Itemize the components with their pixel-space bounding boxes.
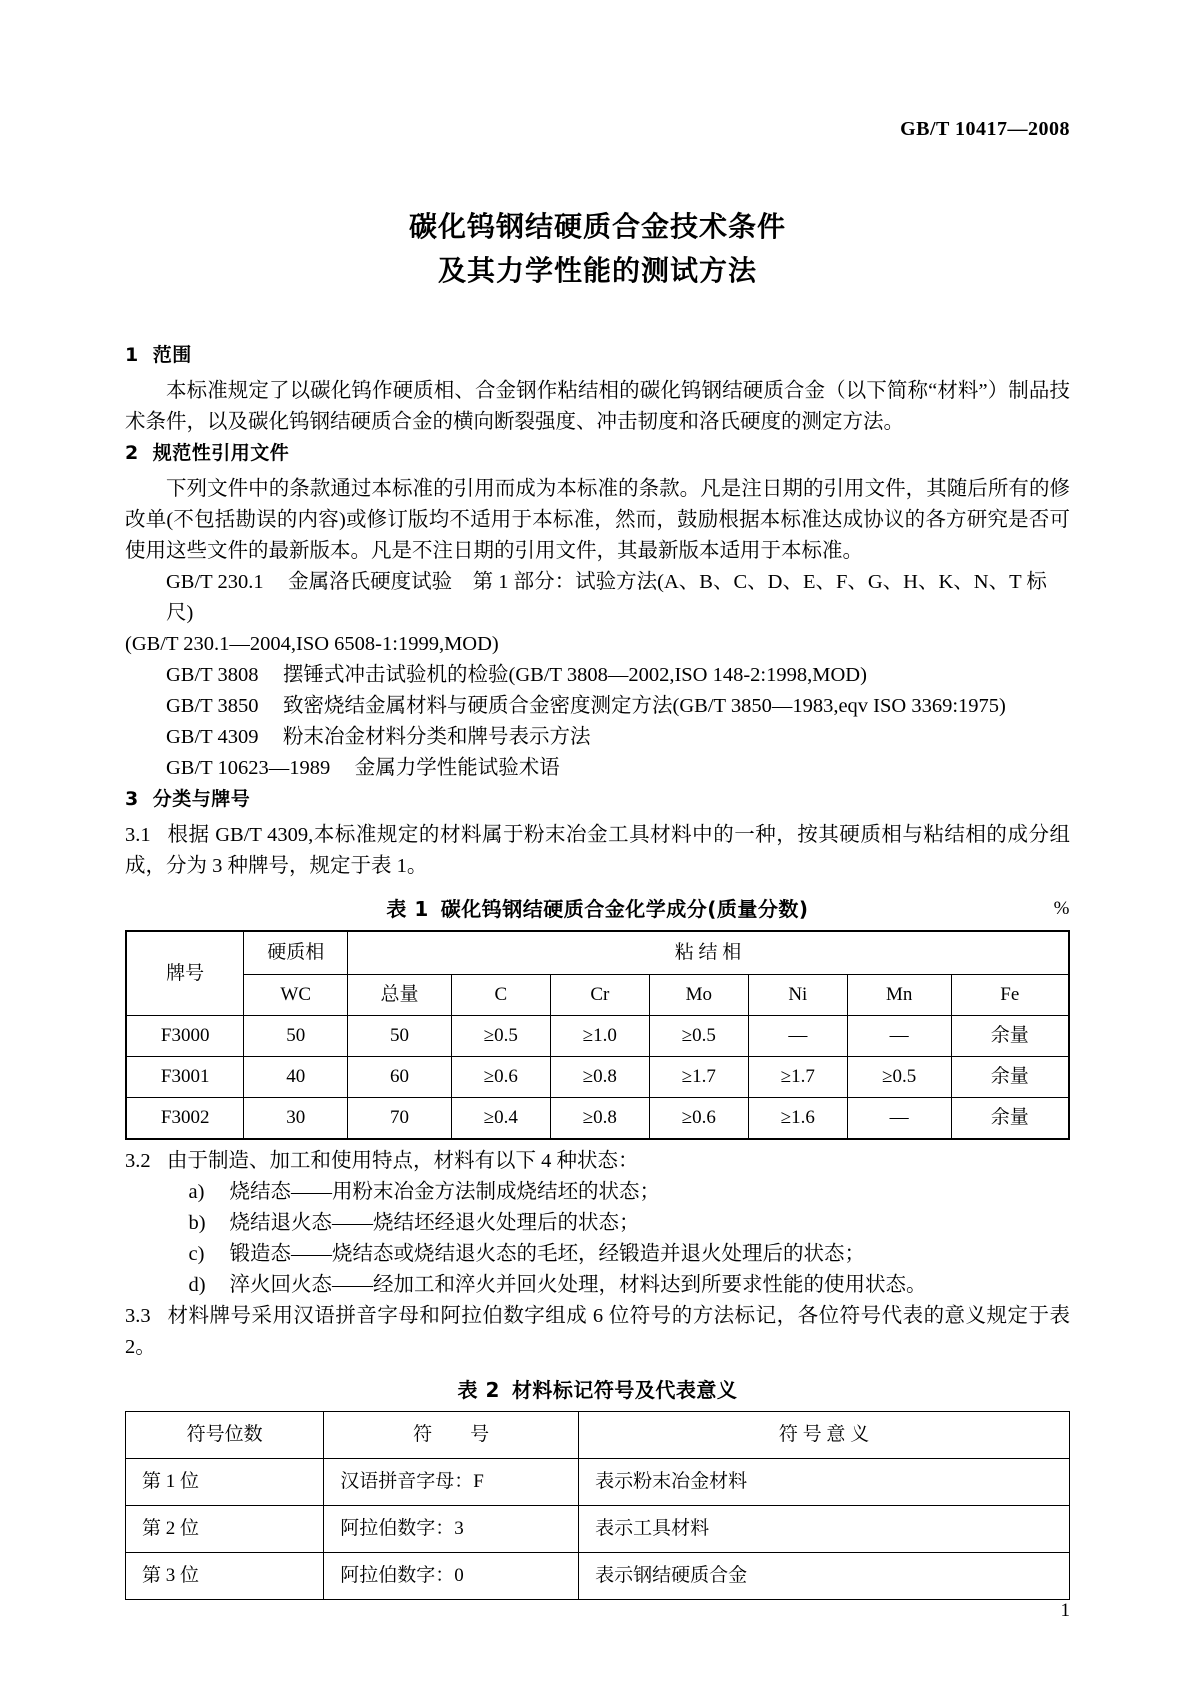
table-row <box>126 1553 1070 1600</box>
table-1-cell-ni: ≥1.7 <box>748 1057 847 1098</box>
reference-id: GB/T 3850 <box>166 695 259 717</box>
table-1-cell-mn: ≥0.5 <box>847 1057 951 1098</box>
table-1-caption-title: 碳化钨钢结硬质合金化学成分(质量分数) <box>440 897 809 921</box>
list-item-text: 淬火回火态——经加工和淬火并回火处理，材料达到所要求性能的使用状态。 <box>229 1274 927 1296</box>
table-1-cell-fe: 余量 <box>951 1098 1069 1140</box>
section-title-2: 规范性引用文件 <box>152 442 290 464</box>
list-item-marker: b) <box>188 1212 206 1234</box>
document-title-line-2: 及其力学性能的测试方法 <box>437 254 757 287</box>
reference-text: 致密烧结金属材料与硬质合金密度测定方法(GB/T 3850—1983,eqv ISO 3369:1975) <box>283 695 1006 717</box>
reference-item <box>125 753 1070 784</box>
table-2-header-meaning: 符 号 意 义 <box>579 1412 1070 1459</box>
table-1-cell-cr: ≥0.8 <box>550 1057 649 1098</box>
clause-3-2 <box>125 1146 1070 1177</box>
table-1-cell-ni: — <box>748 1016 847 1057</box>
table-1-col-fe: Fe <box>951 975 1069 1016</box>
section-title-3: 分类与牌号 <box>152 788 251 810</box>
document-title-line-1: 碳化钨钢结硬质合金技术条件 <box>408 210 786 243</box>
table-1-col-total: 总量 <box>348 975 452 1016</box>
reference-id: GB/T 3808 <box>166 664 259 686</box>
list-item-marker: d) <box>188 1274 206 1296</box>
section-number-1: 1 <box>125 344 139 366</box>
table-1-cell-cr: ≥0.8 <box>550 1098 649 1140</box>
section-heading-2 <box>125 438 1070 468</box>
document-title <box>125 205 1070 293</box>
section-number-2: 2 <box>125 442 139 464</box>
table-row <box>126 1459 1070 1506</box>
table-2-symbol-meaning <box>125 1411 1070 1600</box>
table-2-caption <box>125 1375 1070 1405</box>
clause-3-2-number: 3.2 <box>125 1150 151 1172</box>
table-1-cell-cr: ≥1.0 <box>550 1016 649 1057</box>
table-row <box>126 1057 1069 1098</box>
list-item-text: 烧结态——用粉末冶金方法制成烧结坯的状态； <box>229 1181 661 1203</box>
table-1-cell-c: ≥0.6 <box>451 1057 550 1098</box>
table-1-header-binder-phase: 粘 结 相 <box>348 931 1069 975</box>
table-1-cell-wc: 40 <box>244 1057 348 1098</box>
document-body <box>125 340 1070 1600</box>
list-item <box>125 1208 1070 1239</box>
reference-id: GB/T 10623—1989 <box>166 757 331 779</box>
table-1-cell-grade: F3002 <box>126 1098 244 1140</box>
list-item-text: 锻造态——烧结态或烧结退火态的毛坯，经锻造并退火处理后的状态； <box>229 1243 866 1265</box>
section-heading-1 <box>125 340 1070 370</box>
reference-item <box>125 660 1070 691</box>
list-item-text: 烧结退火态——烧结坯经退火处理后的状态； <box>229 1212 640 1234</box>
table-2-cell-meaning: 表示工具材料 <box>579 1506 1070 1553</box>
table-2-cell-position: 第 3 位 <box>126 1553 324 1600</box>
table-1-unit: % <box>1053 898 1070 919</box>
reference-text: 金属洛氏硬度试验 第 1 部分：试验方法(A、B、C、D、E、F、G、H、K、N、T 标尺) <box>166 571 1047 624</box>
table-2-cell-meaning: 表示粉末冶金材料 <box>579 1459 1070 1506</box>
reference-id: GB/T 4309 <box>166 726 259 748</box>
table-1-col-ni: Ni <box>748 975 847 1016</box>
table-1-cell-mo: ≥0.5 <box>649 1016 748 1057</box>
table-1-cell-total: 60 <box>348 1057 452 1098</box>
section-1-paragraph: 本标准规定了以碳化钨作硬质相、合金钢作粘结相的碳化钨钢结硬质合金（以下简称“材料”）制品技术条件，以及碳化钨钢结硬质合金的横向断裂强度、冲击韧度和洛氏硬度的测定方法。 <box>125 380 1070 433</box>
table-2-header-position: 符号位数 <box>126 1412 324 1459</box>
table-2-header-symbol: 符 号 <box>324 1412 579 1459</box>
table-1-col-cr: Cr <box>550 975 649 1016</box>
table-1-cell-mo: ≥1.7 <box>649 1057 748 1098</box>
list-item <box>125 1177 1070 1208</box>
table-1-caption-number: 表 1 <box>386 897 429 921</box>
table-1-cell-fe: 余量 <box>951 1057 1069 1098</box>
table-1-cell-total: 70 <box>348 1098 452 1140</box>
list-item-marker: c) <box>188 1243 205 1265</box>
table-1-caption <box>125 894 1070 924</box>
table-2-cell-position: 第 2 位 <box>126 1506 324 1553</box>
table-row <box>126 1412 1070 1459</box>
document-page: GB/T 10417—2008 碳化钨钢结硬质合金技术条件 及其力学性能的测试方法 1 范围 本标准规定了以碳化钨作硬质相、合金钢作粘结相的碳化钨钢结硬质合金（以下简称“材料”）制品技术条件，以及碳化钨钢结硬质合金的横向断裂强度、冲击韧度和洛氏硬度的测定方法。 2 规范性引用文件 下列文件中的条款通过本标准的引用而成为本标准的条款。凡是注日期的引用文件，其随后所有的修改单(不包括勘误的内容)或修订版均不适用于本标准，然而，鼓励根据本标准达成协议的各方研究是否可使用这些文件的最新版本。凡是不注日期的引用文件，其最新版本适用于本标准。 GB/T 230.1 金属洛氏硬度试验 第 1 部分：试验方法(A、B、C、D、E、F、G、H、K、N、T 标尺) (GB/T 230.1—2004,ISO 6508-1:1999,MOD) GB/T 3808 摆锤式冲击试验机的检验(GB/T 3808—2002,ISO 148-2:1998,MOD) GB/T 3850 致密烧结金属材料与硬质合金密度测定方法(GB/T 3850—1983,eqv ISO 3369:1975) GB/T 4309 粉末冶金材料分类和牌号表示方法 GB/T 10623—1989 金属力学性能试验术语 3 分类与牌号 3.1 根据 GB/T 4309,本标准规定的材料属于粉末冶金工具材料中的一种，按其硬质相与粘结相的成分组成，分为 3 种牌号，规定于表 1。 表 1 碳化钨钢结硬质合金化学成分(质量分数) % 牌号 硬质相 粘 结 相 WC 总量 C Cr Mo Ni Mn Fe F3000 50 50 ≥0.5 ≥1.0 ≥0.5 — — 余量 F3001 40 60 ≥0.6 ≥0.8 ≥1.7 ≥1.7 ≥0.5 余量 F3002 30 70 ≥0.4 ≥0.8 ≥0.6 ≥1.6 — 余量 3.2 由于制造、加工和使用特点，材料有以下 4 种状态： a) 烧结态——用粉末冶金方法制成烧结坯的状态； b) 烧结退火态——烧结坯经退火处理后的状态； c) 锻造态——烧结态或烧结退火态的毛坯，经锻造并退火处理后的状态； d) 淬火回火态——经加工和淬火并回火处理，材料达到所要求性能的使用状态。 3.3 材料牌号采用汉语拼音字母和阿拉伯数字组成 6 位符号的方法标记，各位符号代表的意义规定于表 2。 表 2 材料标记符号及代表意义 符号位数 符 号 符 号 意 义 第 1 位 汉语拼音字母：F 表示粉末冶金材料 第 2 位 阿拉伯数字：3 表示工具材料 第 3 位 阿拉伯数字：0 表示钢结硬质合金 1 <box>0 0 1191 1684</box>
table-1-col-c: C <box>451 975 550 1016</box>
table-row <box>126 931 1069 975</box>
table-2-caption-number: 表 2 <box>457 1378 500 1402</box>
clause-3-3-text: 材料牌号采用汉语拼音字母和阿拉伯数字组成 6 位符号的方法标记，各位符号代表的意义规定于表 2。 <box>125 1305 1070 1358</box>
section-title-1: 范围 <box>152 344 192 366</box>
table-2-cell-position: 第 1 位 <box>126 1459 324 1506</box>
table-1-cell-ni: ≥1.6 <box>748 1098 847 1140</box>
table-row <box>126 1098 1069 1140</box>
standard-number: GB/T 10417—2008 <box>900 118 1070 140</box>
table-1-cell-mn: — <box>847 1098 951 1140</box>
table-1-col-wc: WC <box>244 975 348 1016</box>
table-1-cell-c: ≥0.4 <box>451 1098 550 1140</box>
table-1-header-grade: 牌号 <box>126 931 244 1016</box>
reference-item <box>125 691 1070 722</box>
table-2-cell-symbol: 汉语拼音字母：F <box>324 1459 579 1506</box>
clause-3-3 <box>125 1301 1070 1363</box>
table-2-caption-title: 材料标记符号及代表意义 <box>511 1378 738 1402</box>
table-1-cell-mn: — <box>847 1016 951 1057</box>
reference-item <box>125 722 1070 753</box>
table-1-cell-wc: 30 <box>244 1098 348 1140</box>
section-2-paragraph: 下列文件中的条款通过本标准的引用而成为本标准的条款。凡是注日期的引用文件，其随后所有的修改单(不包括勘误的内容)或修订版均不适用于本标准，然而，鼓励根据本标准达成协议的各方研究是否可使用这些文件的最新版本。凡是不注日期的引用文件，其最新版本适用于本标准。 <box>125 478 1070 562</box>
table-1-cell-grade: F3000 <box>126 1016 244 1057</box>
clause-3-1-number: 3.1 <box>125 824 151 846</box>
clause-3-3-number: 3.3 <box>125 1305 151 1327</box>
table-1-cell-grade: F3001 <box>126 1057 244 1098</box>
reference-text: 摆锤式冲击试验机的检验(GB/T 3808—2002,ISO 148-2:1998,MOD) <box>283 664 867 686</box>
section-heading-3 <box>125 784 1070 814</box>
reference-continuation: (GB/T 230.1—2004,ISO 6508-1:1999,MOD) <box>125 633 499 655</box>
table-2-cell-symbol: 阿拉伯数字：3 <box>324 1506 579 1553</box>
list-item <box>125 1270 1070 1301</box>
table-1-cell-fe: 余量 <box>951 1016 1069 1057</box>
table-2-cell-symbol: 阿拉伯数字：0 <box>324 1553 579 1600</box>
table-1-cell-mo: ≥0.6 <box>649 1098 748 1140</box>
table-row <box>126 1506 1070 1553</box>
table-row <box>126 1016 1069 1057</box>
table-2-cell-meaning: 表示钢结硬质合金 <box>579 1553 1070 1600</box>
section-number-3: 3 <box>125 788 139 810</box>
reference-text: 金属力学性能试验术语 <box>354 757 560 779</box>
list-item <box>125 1239 1070 1270</box>
clause-3-1 <box>125 820 1070 882</box>
table-1-cell-c: ≥0.5 <box>451 1016 550 1057</box>
reference-item <box>125 567 1070 629</box>
reference-text: 粉末冶金材料分类和牌号表示方法 <box>283 726 591 748</box>
table-row <box>126 975 1069 1016</box>
table-1-header-hard-phase: 硬质相 <box>244 931 348 975</box>
running-header <box>900 118 1070 141</box>
clause-3-2-text: 由于制造、加工和使用特点，材料有以下 4 种状态： <box>167 1150 639 1172</box>
table-1-col-mn: Mn <box>847 975 951 1016</box>
table-1-chemical-composition <box>125 930 1070 1140</box>
reference-id: GB/T 230.1 <box>166 571 264 593</box>
table-1-cell-total: 50 <box>348 1016 452 1057</box>
list-item-marker: a) <box>188 1181 205 1203</box>
table-2-wrapper <box>125 1411 1070 1600</box>
table-1-cell-wc: 50 <box>244 1016 348 1057</box>
table-1-col-mo: Mo <box>649 975 748 1016</box>
clause-3-1-text: 根据 GB/T 4309,本标准规定的材料属于粉末冶金工具材料中的一种，按其硬质相与粘结相的成分组成，分为 3 种牌号，规定于表 1。 <box>125 824 1070 877</box>
